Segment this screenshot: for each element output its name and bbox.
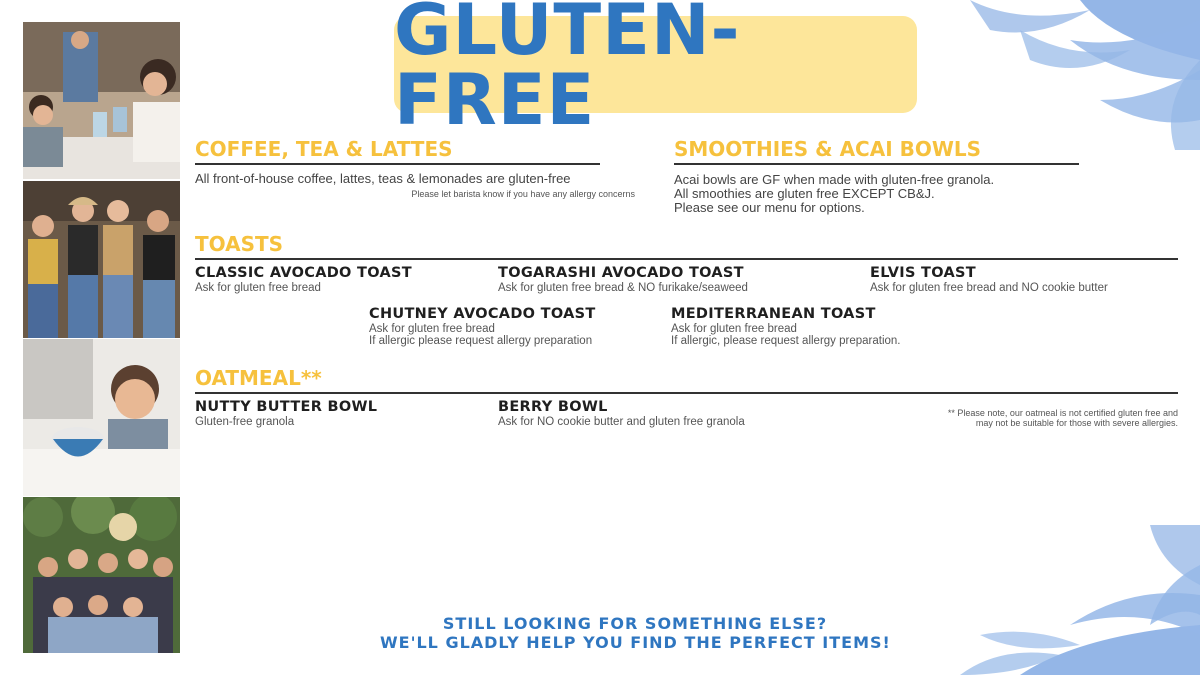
divider-coffee <box>195 163 600 165</box>
title-banner <box>394 0 917 141</box>
item-desc-2: If allergic, please request allergy preparation. <box>671 335 901 347</box>
item-name: BERRY BOWL <box>498 399 608 415</box>
item-name: TOGARASHI AVOCADO TOAST <box>498 265 744 281</box>
page-title: GLUTEN-FREE <box>394 0 741 141</box>
menu-item-nutty-butter-bowl <box>195 399 377 428</box>
item-desc: Ask for gluten free bread & NO furikake/seaweed <box>498 282 748 294</box>
item-name: MEDITERRANEAN TOAST <box>671 306 876 322</box>
photo-strip <box>23 22 180 653</box>
item-desc-2: If allergic please request allergy preparation <box>369 335 593 347</box>
item-name: CHUTNEY AVOCADO TOAST <box>369 306 596 322</box>
divider-toasts <box>195 258 1178 260</box>
menu-item-berry-bowl <box>498 399 745 428</box>
item-desc: Gluten-free granola <box>195 416 295 428</box>
photo-group-of-women <box>23 181 180 338</box>
divider-oatmeal <box>195 392 1178 394</box>
item-desc: Ask for gluten free bread <box>671 323 797 335</box>
oatmeal-note-line-2: may not be suitable for those with severe allergies. <box>975 418 1178 428</box>
footer-message <box>380 614 890 652</box>
footer-line-2: WE'LL GLADLY HELP YOU FIND THE PERFECT ITEMS! <box>380 633 891 652</box>
section-heading-oatmeal: OATMEAL** <box>195 366 322 390</box>
item-name: CLASSIC AVOCADO TOAST <box>195 265 412 281</box>
smoothies-line-3: Please see our menu for options. <box>674 200 865 215</box>
menu-item-mediterranean-toast <box>671 306 901 347</box>
section-heading-smoothies: SMOOTHIES & ACAI BOWLS <box>674 137 982 161</box>
divider-smoothies <box>674 163 1079 165</box>
item-desc: Ask for NO cookie butter and gluten free granola <box>498 416 745 428</box>
palm-leaf-bottom-right-icon <box>960 525 1200 675</box>
item-name: ELVIS TOAST <box>870 265 976 281</box>
smoothies-line-1: Acai bowls are GF when made with gluten-free granola. <box>674 172 995 187</box>
item-desc: Ask for gluten free bread <box>369 323 495 335</box>
item-desc: Ask for gluten free bread and NO cookie butter <box>870 282 1108 294</box>
item-desc: Ask for gluten free bread <box>195 282 321 294</box>
oatmeal-note-line-1: ** Please note, our oatmeal is not certified gluten free and <box>947 408 1178 418</box>
menu-item-chutney-avocado-toast <box>369 306 596 347</box>
menu-item-classic-avocado-toast <box>195 265 412 294</box>
photo-boy-with-bowl <box>23 339 180 496</box>
photo-group-party <box>23 497 180 653</box>
coffee-allergy-note: Please let barista know if you have any allergy concerns <box>411 189 635 199</box>
footer-line-1: STILL LOOKING FOR SOMETHING ELSE? <box>442 614 828 633</box>
section-heading-coffee: COFFEE, TEA & LATTES <box>195 137 453 161</box>
smoothies-line-2: All smoothies are gluten free EXCEPT CB&J. <box>674 186 935 201</box>
palm-leaf-top-right-icon <box>960 0 1200 150</box>
item-name: NUTTY BUTTER BOWL <box>195 399 378 415</box>
photo-friends-toasting <box>23 22 180 179</box>
menu-item-elvis-toast <box>870 265 1108 294</box>
coffee-description: All front-of-house coffee, lattes, teas & lemonades are gluten-free <box>195 171 571 186</box>
menu-item-togarashi-avocado-toast <box>498 265 748 294</box>
section-heading-toasts: TOASTS <box>195 232 284 256</box>
